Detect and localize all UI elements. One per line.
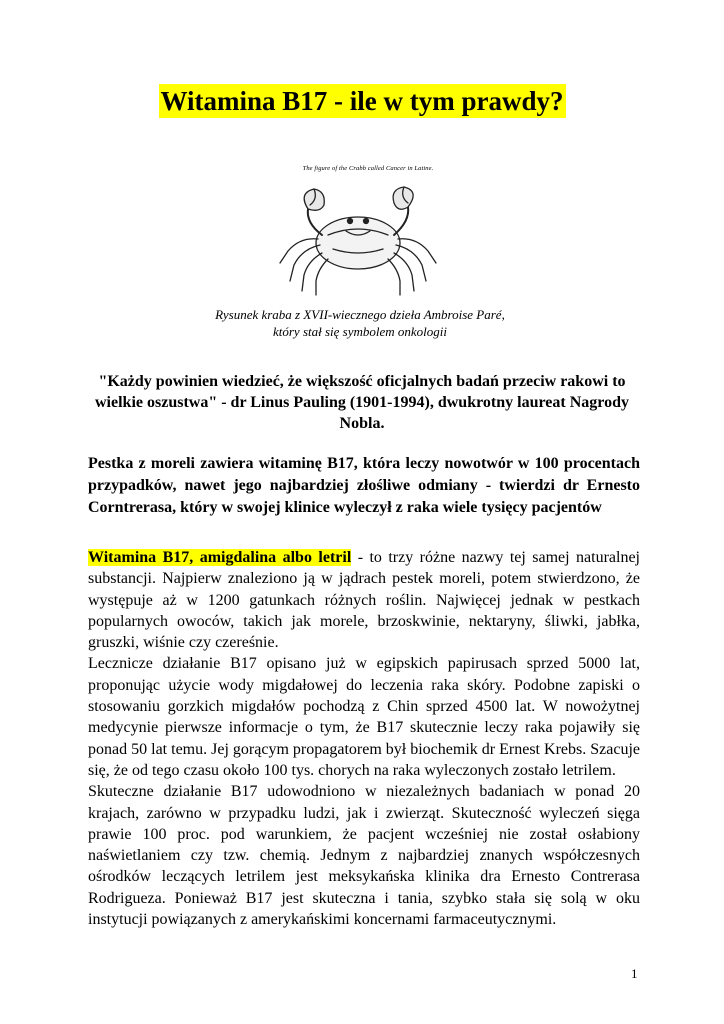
- paragraph-3: Skuteczne działanie B17 udowodniono w niezależnych badaniach w ponad 20 krajach, zarówno w przypadku ludzi, jak i zwierząt. Skuteczność wyleczeń sięga prawie 100 proc. pod warunkiem, że pacjent wcześniej nie został osłabiony naświetlaniem czy tzw. chemią. Jednym z najbardziej znanych współczesnych ośrodków leczących letrilem jest meksykańska klinika dra Ernesto Contrerasa Rodrigueza. Ponieważ B17 jest skuteczna i tania, szybko stała się solą w oku instytucji powiązanych z amerykańskimi koncernami farmaceutycznymi.: [88, 783, 640, 929]
- paragraph-1-text: - to trzy różne nazwy tej samej naturalnej substancji. Najpierw znaleziono ją w jądrach pestek moreli, potem stwierdzono, że występuje aż w 1200 gatunkach różnych roślin. Najwięcej jednak w pestkach popularnych owoców, takich jak morele, brzoskwinie, nektaryny, śliwki, jabłka, gruszki, wiśnie czy czereśnie.: [88, 549, 641, 652]
- lead-paragraph: Pestka z moreli zawiera witaminę B17, która leczy nowotwór w 100 procentach przypadków, nawet jego najbardziej złośliwe odmiany - twierdzi dr Ernesto Corntrerasa, który w swojej klinice wyleczył z raka wiele tysięcy pacjentów: [88, 455, 640, 516]
- paragraph-2: Lecznicze działanie B17 opisano już w egipskich papirusach sprzed 5000 lat, proponując użycie wody migdałowej do leczenia raka skóry. Podobne zapiski o stosowaniu gorzkich migdałów pochodzą z Chin sprzed 4500 lat. W nowożytnej medycynie pierwsze informacje o tym, że B17 skutecznie leczy raka pojawiły się ponad 50 lat temu. Jej gorącym propagatorem był biochemik dr Ernest Krebs. Szacuje się, że od tego czasu około 100 tys. chorych na raka wyleczonych zostało letrilem.: [88, 655, 640, 779]
- highlighted-term: Witamina B17, amigdalina albo letril: [88, 549, 352, 566]
- figure-label: The figure of the Crabb called Cancer in Latine.: [302, 165, 434, 172]
- figure-caption-line1: Rysunek kraba z XVII-wiecznego dzieła Ambroise Paré,: [215, 307, 505, 322]
- crab-drawing: [258, 165, 458, 300]
- crab-illustration: [258, 165, 458, 300]
- article-body: [88, 547, 640, 930]
- page-number: 1: [631, 966, 638, 981]
- page-title: Witamina B17 - ile w tym prawdy?: [160, 86, 564, 116]
- paragraph-1: [88, 547, 640, 653]
- pauling-quote: "Każdy powinien wiedzieć, że większość oficjalnych badań przeciw rakowi to wielkie oszustwa" - dr Linus Pauling (1901-1994), dwukrotny laureat Nagrody Nobla.: [95, 373, 629, 432]
- figure-caption: [130, 306, 590, 340]
- title-container: [0, 84, 724, 118]
- figure-caption-line2: który stał się symbolem onkologii: [272, 324, 448, 339]
